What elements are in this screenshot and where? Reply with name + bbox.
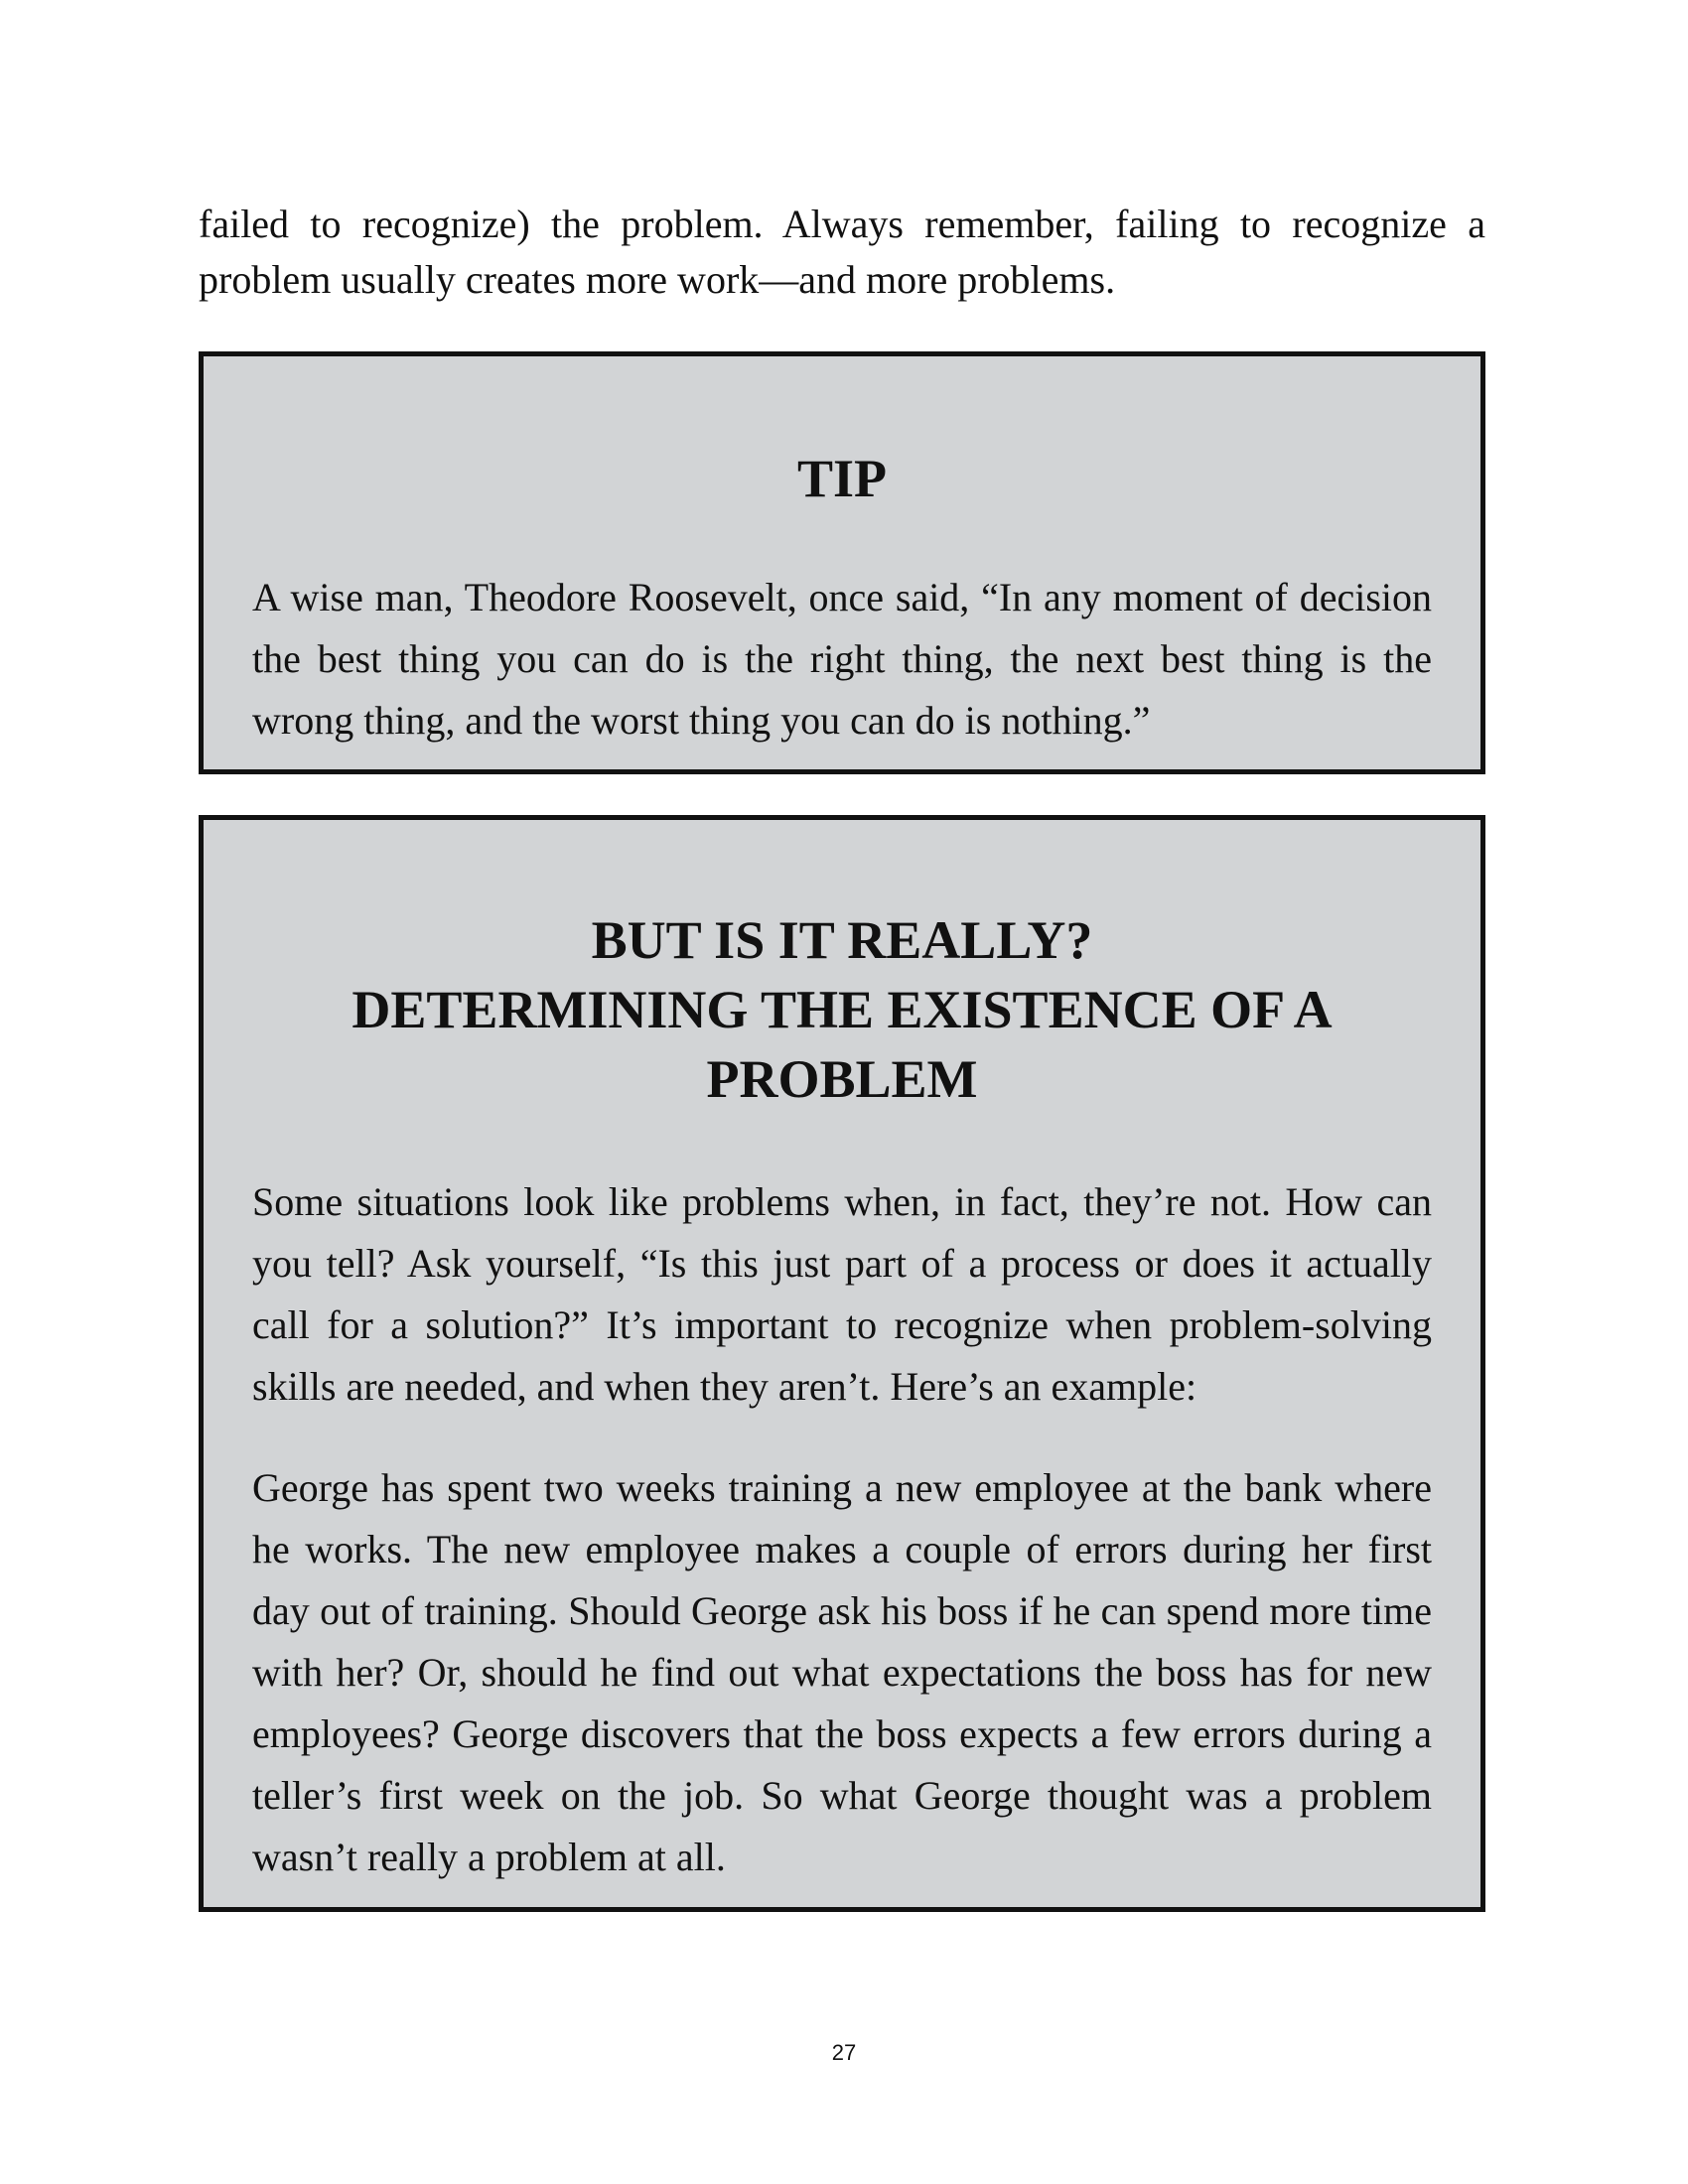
section-paragraph-2: George has spent two weeks training a new employee at the bank where he works. The new employee makes a couple of errors during her first day out of training. Should George ask his boss if he can spend more time with her? Or, should he find out what expectations the boss has for new employees? George discovers that the boss expects a few errors during a teller’s first week on the job. So what George thought was a problem wasn’t really a problem at all. bbox=[252, 1465, 1432, 1879]
section-paragraph-1: Some situations look like problems when, in fact, they’re not. How can you tell? Ask yourself, “Is this just part of a process or does it actually call for a solution?” It’s important to recognize when problem-solving skills are needed, and when they aren’t. Here’s an example: bbox=[252, 1179, 1432, 1409]
tip-title: TIP bbox=[796, 449, 888, 508]
page-number: 27 bbox=[831, 2040, 857, 2065]
section-box bbox=[199, 815, 1485, 1912]
intro-paragraph: failed to recognize) the problem. Always remember, failing to recognize a problem usually creates more work—and more problems. bbox=[199, 202, 1485, 302]
section-title-line-2: DETERMINING THE EXISTENCE OF A bbox=[352, 980, 1333, 1039]
section-title-line-3: PROBLEM bbox=[706, 1049, 978, 1109]
tip-body: A wise man, Theodore Roosevelt, once said, “In any moment of decision the best thing you can do is the right thing, the next best thing is the wrong thing, and the worst thing you can do is nothing.” bbox=[252, 575, 1432, 743]
section-title-line-1: BUT IS IT REALLY? bbox=[591, 910, 1093, 970]
section-title bbox=[252, 905, 1432, 1114]
tip-box bbox=[199, 351, 1485, 774]
